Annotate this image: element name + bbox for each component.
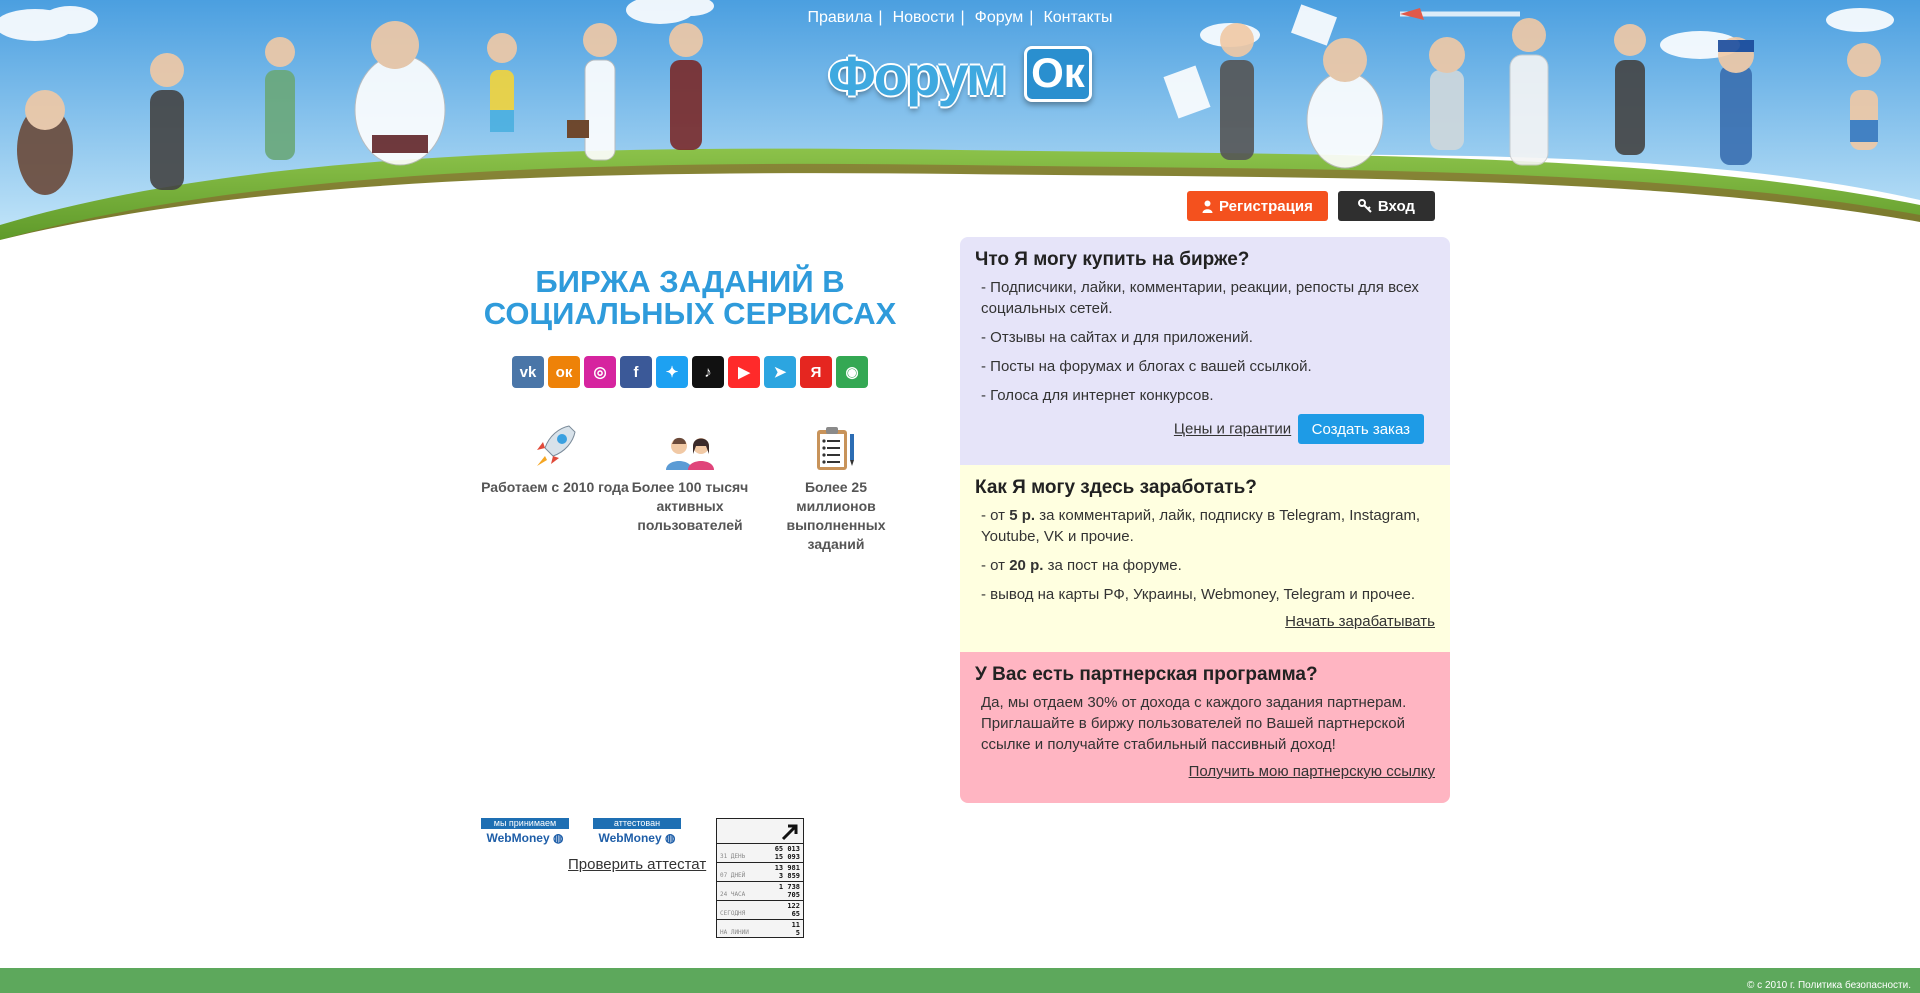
nav-rules[interactable]: Правила	[807, 9, 873, 26]
buy-item: - Посты на форумах и блогах с вашей ссылкой.	[981, 358, 1312, 375]
nav-contacts[interactable]: Контакты	[1043, 9, 1113, 26]
earn-price: 5 р.	[1009, 507, 1036, 524]
vk-icon[interactable]: vk	[512, 356, 544, 388]
page-title: БИРЖА ЗАДАНИЙ В СОЦИАЛЬНЫХ СЕРВИСАХ	[483, 264, 897, 331]
earn-item	[981, 555, 1435, 576]
counter-values	[779, 883, 800, 899]
webmoney-attest-bottom	[593, 829, 681, 847]
users-icon	[664, 436, 716, 472]
earn-item: - вывод на карты РФ, Украины, Webmoney, Telegram и прочее.	[981, 586, 1416, 603]
counter-row	[717, 881, 803, 900]
counter-label: 31 ДЕНЬ	[720, 853, 746, 860]
nav-forum[interactable]: Форум	[974, 9, 1024, 26]
webmoney-attest-badge[interactable]	[593, 818, 681, 848]
visitor-counter[interactable]	[716, 818, 804, 938]
webmoney-accept-badge[interactable]	[481, 818, 569, 848]
stat-tasks	[774, 420, 898, 554]
partner-link[interactable]: Получить мою партнерскую ссылку	[1188, 763, 1435, 780]
youtube-icon[interactable]: ▶	[728, 356, 760, 388]
prices-link[interactable]: Цены и гарантии	[1173, 420, 1292, 438]
key-icon	[1358, 199, 1372, 213]
counter-value-secondary: 65	[791, 910, 800, 918]
stat-users-text: Более 100 тысяч активных пользователей	[631, 479, 749, 533]
odnoklassniki-icon[interactable]: ок	[548, 356, 580, 388]
earn-item-text: за пост на форуме.	[1043, 557, 1182, 574]
nav-news[interactable]: Новости	[892, 9, 955, 26]
partner-panel	[960, 652, 1450, 803]
instagram-icon[interactable]: ◎	[584, 356, 616, 388]
webmoney-label: WebMoney	[486, 831, 550, 845]
partner-actions	[975, 763, 1435, 781]
register-button[interactable]	[1187, 191, 1328, 221]
login-button[interactable]	[1338, 191, 1435, 221]
counter-value-secondary: 15 093	[774, 853, 800, 861]
buy-actions	[975, 414, 1435, 444]
buy-item: - Подписчики, лайки, комментарии, реакции, репосты для всех социальных сетей.	[981, 279, 1419, 317]
yandex-icon[interactable]: Я	[800, 356, 832, 388]
counter-value-primary: 65 013	[774, 845, 800, 853]
webmoney-label: WebMoney	[598, 831, 662, 845]
footer-copyright[interactable]: © с 2010 г. Политика безопасности.	[1747, 980, 1911, 991]
counter-row	[717, 843, 803, 862]
top-navigation	[0, 9, 1920, 27]
nav-separator: |	[1029, 9, 1034, 26]
counter-value-primary: 13 981	[774, 864, 800, 872]
buy-item: - Отзывы на сайтах и для приложений.	[981, 329, 1253, 346]
earn-actions	[975, 613, 1435, 631]
twitter-icon[interactable]: ✦	[656, 356, 688, 388]
arrow-up-right-icon	[780, 822, 800, 842]
banner-illustration	[0, 0, 1920, 240]
earn-item-text: за комментарий, лайк, подписку в Telegram, Instagram, Youtube, VK и прочие.	[981, 507, 1421, 545]
counter-row	[717, 900, 803, 919]
counter-label: СЕГОДНЯ	[720, 910, 746, 917]
logo-word: Форум	[828, 44, 1006, 107]
earn-panel	[960, 465, 1450, 652]
header-banner	[0, 0, 1920, 240]
tiktok-icon[interactable]: ♪	[692, 356, 724, 388]
counter-value-secondary: 3 859	[778, 872, 800, 880]
create-order-button[interactable]: Создать заказ	[1298, 414, 1424, 444]
globe-icon: ◍	[664, 831, 676, 845]
counter-value-secondary: 705	[787, 891, 800, 899]
counter-label: НА ЛИНИИ	[720, 929, 749, 936]
check-attestat-link[interactable]: Проверить аттестат	[568, 856, 707, 873]
counter-values	[792, 921, 800, 937]
counter-value-primary: 122	[787, 902, 800, 910]
buy-item: - Голоса для интернет конкурсов.	[981, 387, 1214, 404]
counter-label: 24 ЧАСА	[720, 891, 746, 898]
webmoney-accept-top: мы принимаем	[481, 818, 569, 829]
counter-value-secondary: 5	[795, 929, 800, 937]
globe-icon: ◍	[552, 831, 564, 845]
social-networks	[512, 356, 868, 388]
site-logo[interactable]	[828, 44, 1092, 110]
webmoney-attest-top: аттестован	[593, 818, 681, 829]
partner-title: У Вас есть партнерская программа?	[975, 664, 1318, 685]
stat-users	[614, 420, 766, 535]
stat-since-text: Работаем с 2010 года	[481, 479, 629, 495]
earn-price: 20 р.	[1009, 557, 1044, 574]
stat-since	[480, 420, 630, 497]
earn-item-prefix: - от	[981, 507, 1010, 524]
footer	[0, 968, 1920, 993]
counter-row	[717, 919, 803, 938]
earn-title: Как Я могу здесь заработать?	[975, 477, 1257, 498]
counter-values	[775, 864, 800, 880]
clipboard-icon	[813, 424, 859, 472]
google-maps-icon[interactable]: ◉	[836, 356, 868, 388]
counter-row	[717, 862, 803, 881]
stat-tasks-text: Более 25 миллионов выполненных заданий	[786, 479, 886, 552]
rocket-icon	[529, 420, 581, 472]
user-icon	[1202, 200, 1213, 213]
webmoney-accept-bottom	[481, 829, 569, 847]
earn-item-prefix: - от	[981, 557, 1010, 574]
start-earning-link[interactable]: Начать зарабатывать	[1285, 613, 1435, 630]
counter-values	[775, 845, 800, 861]
facebook-icon[interactable]: f	[620, 356, 652, 388]
telegram-icon[interactable]: ➤	[764, 356, 796, 388]
buy-panel	[960, 237, 1450, 465]
auth-buttons	[1187, 191, 1435, 221]
logo-box: Ок	[1024, 46, 1092, 102]
counter-label: 07 ДНЕЙ	[720, 872, 746, 879]
register-label: Регистрация	[1219, 197, 1313, 215]
earn-item	[981, 505, 1435, 547]
nav-separator: |	[878, 9, 883, 26]
partner-text: Да, мы отдаем 30% от дохода с каждого задания партнерам. Приглашайте в биржу пользователей по Вашей партнерской ссылке и получайте стабильный пассивный доход!	[981, 694, 1407, 753]
counter-values	[787, 902, 800, 918]
login-label: Вход	[1377, 197, 1415, 215]
counter-value-primary: 1 738	[778, 883, 800, 891]
buy-title: Что Я могу купить на бирже?	[975, 249, 1250, 270]
nav-separator: |	[960, 9, 965, 26]
counter-value-primary: 11	[791, 921, 800, 929]
